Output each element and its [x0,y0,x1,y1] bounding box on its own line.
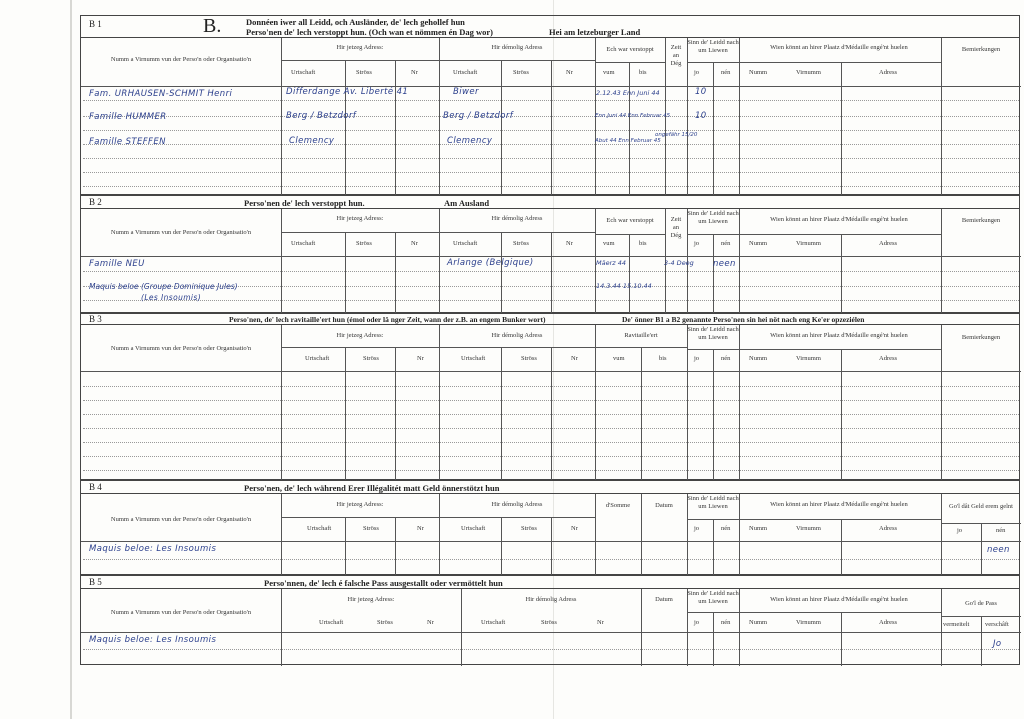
town-label-2: Urtschaft [461,525,486,532]
former-address-label: Hir démolig Adress [491,215,543,222]
saved-life-label: Sinn de' Leidd nach um Liewen [687,326,739,341]
yes-label: jo [694,355,700,362]
hidden-period-label: Ech war verstoppt [606,46,654,53]
to-label: bis [659,355,667,362]
current-address-label: Hir jetzeg Adress: [336,215,384,222]
b2-row2-hidden: 14.3.44 15.10.44 [596,282,652,290]
yes-label: jo [694,525,700,532]
b4-row1-name: Maquis beloe: Les Insoumis [89,544,217,554]
to-label: bis [639,240,647,247]
b1-row1-hidden: 2.12.43 Enn Juni 44 [596,89,660,97]
b1-row2-former: Berg / Betzdorf [443,111,514,121]
nr-label-2: Nr [597,619,604,626]
b1-row3-name: Famille STEFFEN [89,137,166,147]
section-b3 [80,313,1020,480]
section-title-right: De' önner B1 a B2 genannte Perso'nen sin hei nöt nach eng Ke'er opzeziélen [622,315,865,324]
current-address-label: Hir jetzeg Adress: [336,44,384,51]
b5-row1-given: Jo [993,639,1002,649]
section-title-right: Am Ausland [444,198,490,208]
b1-row1-former: Biwer [453,87,479,97]
yes-label: jo [694,69,700,76]
days-label: Zeit an Dég [670,44,682,67]
name-column-label: Numm a Virnumm vun der Perso'n oder Organisatio'n [110,609,252,616]
section-header [81,196,1019,209]
section-header [81,576,1019,589]
saved-life-label: Sinn de' Leidd nach um Liewen [687,39,739,54]
paper-edge [70,0,72,719]
section-code: B 3 [89,314,102,324]
b1-row3-current: Clemency [289,136,335,146]
nr-label-2: Nr [571,355,578,362]
b1-row2-hidden: Enn Juni 44 Enn Februar 45 [595,113,671,119]
medal-address-label: Adress [879,355,898,362]
name-column-label: Numm a Virnumm vun der Perso'n oder Organisatio'n [110,516,252,523]
medal-address-label: Adress [879,525,898,532]
medal-address-label: Adress [879,69,898,76]
street-label-2: Ströss [521,355,537,362]
street-label-2: Ströss [541,619,557,626]
medal-address-label: Adress [879,240,898,247]
street-label-2: Ströss [513,240,529,247]
medal-name-label: Numm [749,355,768,362]
supplied-label: Ravitaille'ert [624,332,658,339]
medal-name-label: Numm [749,240,768,247]
b2-row1-days: 3-4 Deeg [664,259,694,267]
b2-row1-saved: neen [713,259,736,269]
sum-label: d'Somme [605,502,631,509]
from-label: vum [603,69,615,76]
pass-label: Go'l de Pass [965,600,997,607]
section-code: B 1 [89,19,102,29]
street-label: Ströss [377,619,393,626]
medal-firstname-label: Virnumm [796,355,821,362]
b2-row2-name: Maquis beloe (Groupe Dominique Jules) [89,282,238,291]
pass-paid-label: vermeitelt [943,621,970,628]
current-address-label: Hir jetzeg Adress: [347,596,395,603]
remarks-label: Bemierkungen [961,334,1001,341]
medal-label: Wien könnt an hirer Plaatz d'Médaille engé'nt huelen [770,596,908,603]
section-title: Perso'nen de' lech verstoppt hun. [244,198,365,208]
b2-row1-hidden: Mäerz 44 [596,259,627,267]
medal-firstname-label: Virnumm [796,525,821,532]
current-address-label: Hir jetzeg Adress: [336,332,384,339]
nr-label: Nr [411,240,418,247]
town-label: Urtschaft [307,525,332,532]
nr-label: Nr [427,619,434,626]
b1-row3-former: Clemency [447,136,493,146]
b5-row1-name: Maquis beloe: Les Insoumis [89,635,217,645]
medal-address-label: Adress [879,619,898,626]
b1-row1-current: Differdange Av. Liberté 41 [286,87,409,97]
medal-label: Wien könnt an hirer Plaatz d'Médaille engé'nt huelen [770,332,908,339]
town-label: Urtschaft [291,240,316,247]
medal-label: Wien könnt an hirer Plaatz d'Médaille engé'nt huelen [770,44,908,51]
name-column-label: Numm a Virnumm vun der Perso'n oder Organisatio'n [110,345,252,352]
current-address-label: Hir jetzeg Adress: [336,501,384,508]
yes-label: jo [694,240,700,247]
former-address-label: Hir démolig Adress [491,332,543,339]
from-label: vum [603,240,615,247]
former-address-label: Hir démolig Adress [491,44,543,51]
pass-free-label: verschâft [985,621,1009,628]
no-label: nén [721,240,731,247]
street-label-2: Ströss [513,69,529,76]
b1-row3-hidden: Abut 44 Enn Februar 45 [595,138,661,144]
no-label: nén [721,525,731,532]
street-label: Ströss [363,355,379,362]
no-label: nén [721,69,731,76]
b2-row1-name: Famille NEU [89,259,145,269]
town-label: Urtschaft [291,69,316,76]
nr-label-2: Nr [571,525,578,532]
medal-name-label: Numm [749,525,768,532]
section-title-2: Perso'nen de' lech verstoppt hun. (Och wan et nömmen én Dag wor) [246,27,493,37]
b1-row3-saved: ongefähr 15/20 [655,132,698,138]
medal-label: Wien könnt an hirer Plaatz d'Médaille engé'nt huelen [770,501,908,508]
b1-row2-name: Famille HUMMER [89,112,167,122]
section-title: Perso'nen, de' lech ravitaille'ert hun (émol oder lä nger Zeit, wann der z.B. an engem Bunker wort) [229,315,546,324]
from-label: vum [613,355,625,362]
section-code: B 5 [89,577,102,587]
town-label-2: Urtschaft [481,619,506,626]
street-label-2: Ströss [521,525,537,532]
town-label-2: Urtschaft [453,69,478,76]
form-letter: B. [203,15,222,37]
section-b2 [80,195,1020,313]
name-column-label: Numm a Virnumm vun der Perso'n oder Organisatio'n [110,56,252,63]
section-header [81,314,1019,325]
town-label-2: Urtschaft [461,355,486,362]
b2-row2-name-2: (Les Insoumis) [141,293,202,302]
nr-label-2: Nr [566,240,573,247]
no-label-2: nén [996,527,1006,534]
b2-row1-former: Arlange (Belgique) [447,258,534,268]
nr-label: Nr [417,355,424,362]
nr-label: Nr [411,69,418,76]
medal-firstname-label: Virnumm [796,619,821,626]
section-b5 [80,575,1020,665]
yes-label-2: jo [957,527,963,534]
section-code: B 2 [89,197,102,207]
medal-name-label: Numm [749,619,768,626]
former-address-label: Hir démolig Adress [525,596,577,603]
street-label: Ströss [363,525,379,532]
to-label: bis [639,69,647,76]
no-label: nén [721,619,731,626]
section-b4 [80,480,1020,575]
saved-life-label: Sinn de' Leidd nach um Liewen [687,495,739,510]
former-address-label: Hir démolig Adress [491,501,543,508]
name-column-label: Numm a Virnumm vun der Perso'n oder Organisatio'n [110,229,252,236]
section-code: B 4 [89,482,102,492]
street-label: Ströss [356,240,372,247]
medal-name-label: Numm [749,69,768,76]
b4-row1-paid: neen [987,545,1010,555]
section-header [81,16,1019,38]
medal-label: Wien könnt an hirer Plaatz d'Médaille engé'nt huelen [770,216,908,223]
section-header [81,481,1019,494]
section-title: Perso'nnen, de' lech é falsche Pass ausgestallt oder vermöttelt hun [264,578,503,588]
remarks-label: Bemierkungen [961,217,1001,224]
town-label: Urtschaft [305,355,330,362]
medal-firstname-label: Virnumm [796,240,821,247]
remarks-label: Bemierkungen [961,46,1001,53]
nr-label-2: Nr [566,69,573,76]
b1-row1-saved: 10 [695,87,707,97]
b1-row1-name: Fam. URHAUSEN-SCHMIT Henri [89,89,233,99]
b1-row2-saved: 10 [695,111,707,121]
date-label: Datum [655,596,673,603]
money-back-label: Go'l dât Geld erem gelnt [949,503,1013,510]
days-label: Zeit an Dég [670,216,682,239]
section-title-right: Hei am letzeburger Land [549,27,641,37]
yes-label: jo [694,619,700,626]
medal-firstname-label: Virnumm [796,69,821,76]
saved-life-label: Sinn de' Leidd nach um Liewen [687,590,739,605]
b1-row2-current: Berg / Betzdorf [286,111,357,121]
town-label: Urtschaft [319,619,344,626]
section-title: Perso'nen, de' lech während Erer Illégalitét matt Geld önnerstötzt hun [244,483,500,493]
town-label-2: Urtschaft [453,240,478,247]
date-label: Datum [655,502,673,509]
hidden-period-label: Ech war verstoppt [606,217,654,224]
saved-life-label: Sinn de' Leidd nach um Liewen [687,210,739,225]
no-label: nén [721,355,731,362]
nr-label: Nr [417,525,424,532]
section-b1 [80,15,1020,195]
section-title: Donnéen iwer all Leidd, och Ausländer, de' lech gehollef hun [246,17,465,27]
street-label: Ströss [356,69,372,76]
